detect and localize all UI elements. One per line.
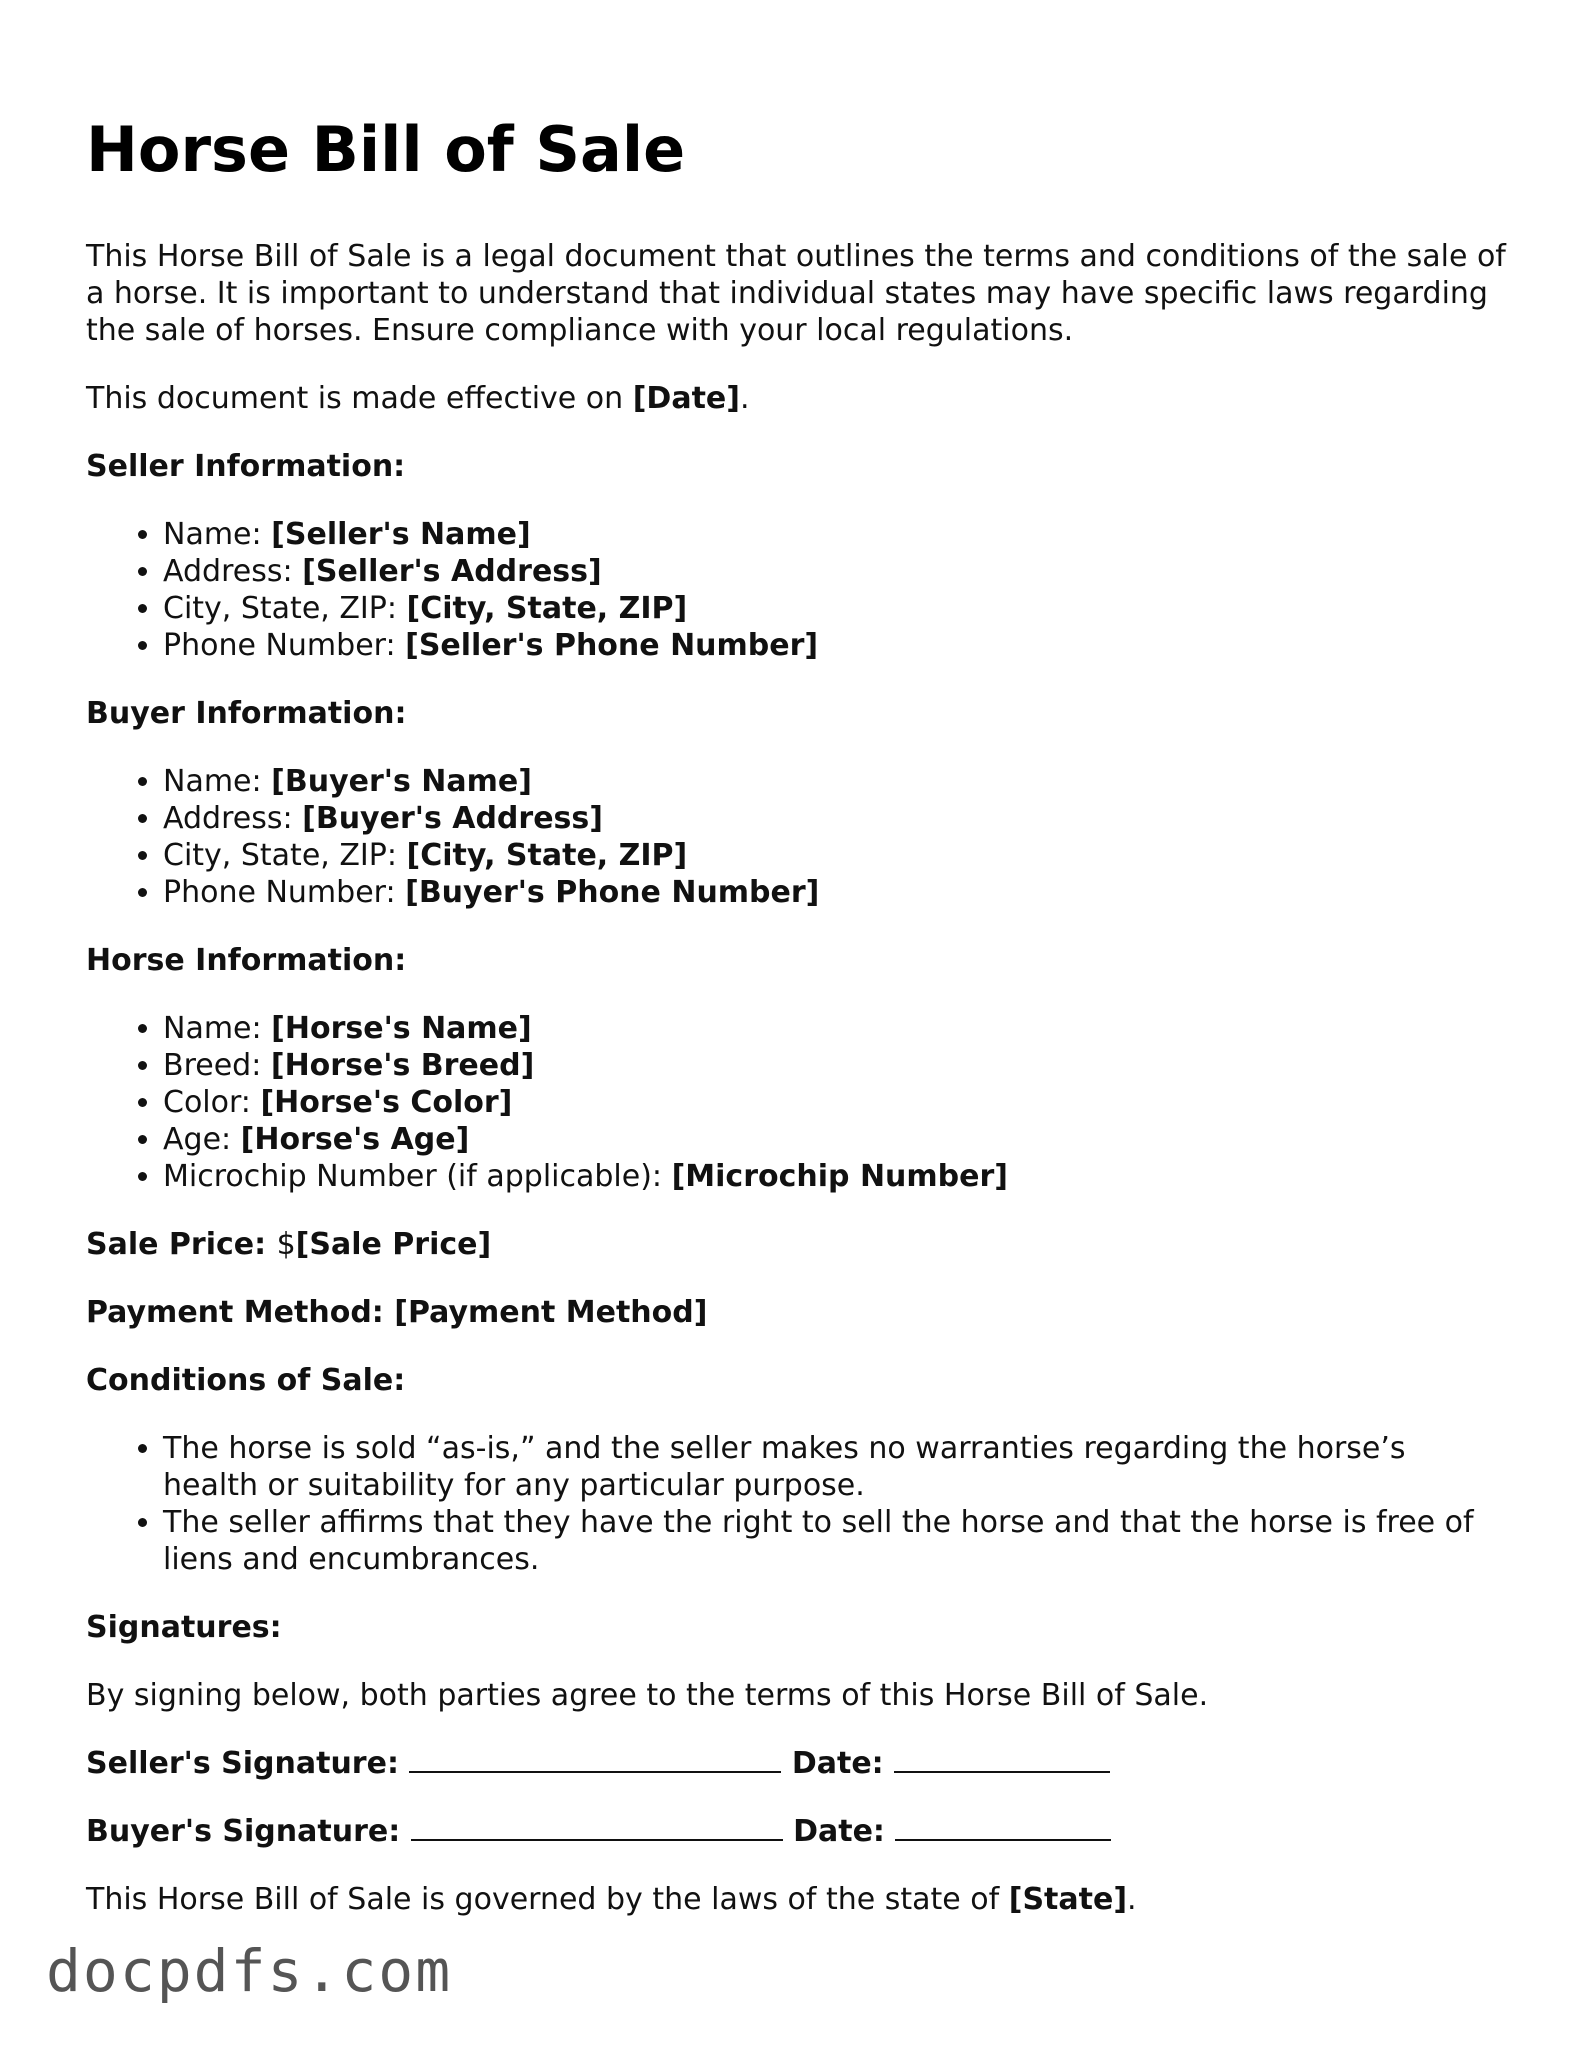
- seller-signature-label: Seller's Signature:: [86, 1746, 410, 1781]
- buyer-date-field[interactable]: [895, 1813, 1111, 1841]
- list-item: • The seller affirms that they have the right to sell the horse and that the horse is free of liens and encumbrances.: [163, 1504, 1506, 1578]
- list-item: • Name: [Horse's Name]: [163, 1010, 1506, 1047]
- signatures-heading: Signatures:: [86, 1610, 282, 1645]
- seller-info-list: [86, 516, 1506, 664]
- horse-color-value: [Horse's Color]: [260, 1085, 513, 1120]
- list-item: • Name: [Buyer's Name]: [163, 763, 1506, 800]
- governing-law-line: [86, 1881, 1506, 1918]
- horse-heading: Horse Information:: [86, 943, 407, 978]
- seller-date-label: Date:: [781, 1746, 895, 1781]
- list-item: • Age: [Horse's Age]: [163, 1121, 1506, 1158]
- seller-signature-line: [86, 1745, 1506, 1782]
- seller-date-field[interactable]: [894, 1745, 1110, 1773]
- horse-breed-value: [Horse's Breed]: [270, 1048, 535, 1083]
- horse-name-value: [Horse's Name]: [271, 1011, 532, 1046]
- watermark: docpdfs.com: [46, 1937, 453, 2005]
- payment-method-line: [86, 1294, 1506, 1331]
- effective-date-prefix: This document is made effective on: [86, 381, 633, 416]
- buyer-signature-field[interactable]: [411, 1813, 783, 1841]
- buyer-address-value: [Buyer's Address]: [302, 801, 603, 836]
- buyer-signature-line: [86, 1813, 1506, 1850]
- list-item: • Breed: [Horse's Breed]: [163, 1047, 1506, 1084]
- governing-state-value: [State]: [1008, 1882, 1128, 1917]
- document-title: Horse Bill of Sale: [86, 113, 686, 186]
- microchip-number-value: [Microchip Number]: [671, 1159, 1008, 1194]
- sale-price-label: Sale Price:: [86, 1227, 277, 1262]
- list-item: • Address: [Seller's Address]: [163, 553, 1506, 590]
- list-item: • Phone Number: [Buyer's Phone Number]: [163, 874, 1506, 911]
- document-page: [86, 108, 1506, 1949]
- list-item: • City, State, ZIP: [City, State, ZIP]: [163, 837, 1506, 874]
- effective-date-value: [Date]: [632, 381, 740, 416]
- seller-heading: Seller Information:: [86, 449, 406, 484]
- governing-law-suffix: .: [1127, 1882, 1137, 1917]
- payment-method-value: [Payment Method]: [394, 1295, 708, 1330]
- horse-age-value: [Horse's Age]: [240, 1122, 470, 1157]
- effective-date-line: [86, 380, 1506, 417]
- list-item: • Microchip Number (if applicable): [Microchip Number]: [163, 1158, 1506, 1195]
- conditions-heading: Conditions of Sale:: [86, 1363, 406, 1398]
- list-item: • Name: [Seller's Name]: [163, 516, 1506, 553]
- buyer-date-label: Date:: [782, 1814, 896, 1849]
- governing-law-prefix: This Horse Bill of Sale is governed by the laws of the state of: [86, 1882, 1009, 1917]
- seller-city-state-zip-value: [City, State, ZIP]: [406, 591, 688, 626]
- sale-price-line: [86, 1226, 1506, 1263]
- horse-info-list: [86, 1010, 1506, 1195]
- buyer-heading: Buyer Information:: [86, 696, 407, 731]
- list-item: • Phone Number: [Seller's Phone Number]: [163, 627, 1506, 664]
- sale-price-currency: $: [276, 1227, 296, 1262]
- seller-name-value: [Seller's Name]: [271, 517, 531, 552]
- signatures-statement: By signing below, both parties agree to the terms of this Horse Bill of Sale.: [86, 1678, 1209, 1713]
- seller-signature-field[interactable]: [409, 1745, 781, 1773]
- sale-price-value: [Sale Price]: [295, 1227, 492, 1262]
- intro-paragraph: This Horse Bill of Sale is a legal document that outlines the terms and conditions of the sale of a horse. It is important to understand that individual states may have specific laws regarding the sale of horses. Ensure compliance with your local regulations.: [86, 239, 1506, 348]
- seller-address-value: [Seller's Address]: [302, 554, 602, 589]
- buyer-phone-value: [Buyer's Phone Number]: [405, 875, 820, 910]
- list-item: • Address: [Buyer's Address]: [163, 800, 1506, 837]
- effective-date-suffix: .: [739, 381, 750, 416]
- list-item: • City, State, ZIP: [City, State, ZIP]: [163, 590, 1506, 627]
- list-item: • The horse is sold “as-is,” and the seller makes no warranties regarding the horse’s health or suitability for any particular purpose.: [163, 1430, 1506, 1504]
- seller-phone-value: [Seller's Phone Number]: [405, 628, 819, 663]
- conditions-list: [86, 1430, 1506, 1578]
- buyer-signature-label: Buyer's Signature:: [86, 1814, 411, 1849]
- buyer-info-list: [86, 763, 1506, 911]
- buyer-city-state-zip-value: [City, State, ZIP]: [406, 838, 688, 873]
- buyer-name-value: [Buyer's Name]: [271, 764, 532, 799]
- payment-method-label: Payment Method:: [86, 1295, 395, 1330]
- list-item: • Color: [Horse's Color]: [163, 1084, 1506, 1121]
